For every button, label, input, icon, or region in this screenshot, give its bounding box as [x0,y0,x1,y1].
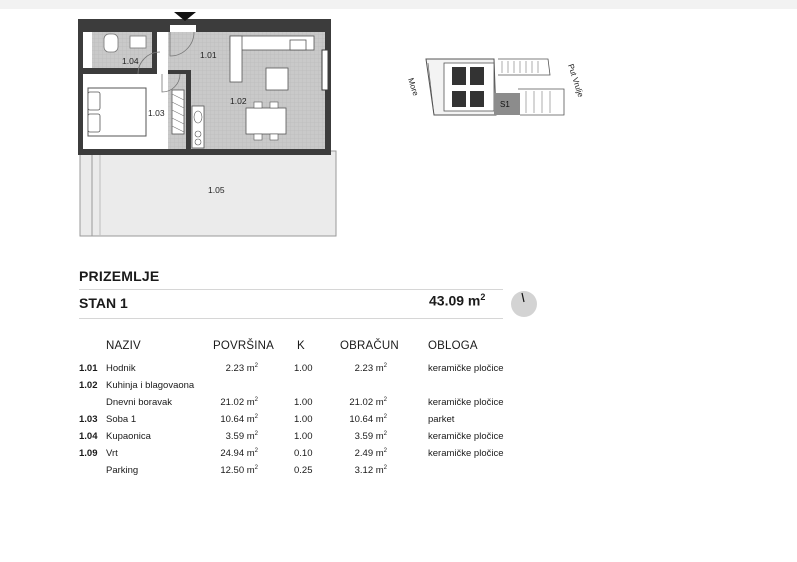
header-povrsina: POVRŠINA [213,340,275,352]
room-label-garden: 1.05 [208,185,225,195]
row-calc-value: 2.23 m [354,363,384,375]
row-area-unit-sup: 2 [254,431,258,437]
direction-road-label: Put Vrulje [566,62,586,99]
divider [79,318,503,319]
row-area-unit-sup: 2 [254,465,258,471]
row-calc-value: 3.59 m [354,431,384,443]
row-name [106,431,151,442]
site-key-map [398,45,588,125]
row-calc-unit-sup: 2 [383,414,387,420]
row-k [294,397,313,408]
row-finish-value: keramičke pločice [428,397,504,408]
direction-sea-label: More [406,76,421,97]
row-code-value: 1.03 [79,414,98,425]
header-k: K [297,340,305,352]
row-area-value: 2.23 m [225,363,255,375]
row-area-unit-sup: 2 [254,414,258,420]
header-obracun: OBRAČUN [340,340,399,352]
row-name-value: Parking [106,465,139,476]
row-name-value: Vrt [106,448,118,459]
row-finish-value: keramičke pločice [428,363,504,374]
row-code [79,414,98,425]
row-k-value: 0.25 [294,465,313,476]
row-area [226,363,258,374]
row-code [79,431,98,442]
unit-area [429,292,485,309]
room-label-living: 1.02 [230,96,247,106]
row-name-value: Hodnik [106,363,136,374]
row-k-value: 0.10 [294,448,313,459]
row-name [106,465,138,476]
row-calc-value: 10.64 m [349,414,384,426]
row-finish-value: keramičke pločice [428,448,504,459]
row-name [106,380,194,391]
row-area-unit-sup: 2 [254,363,258,369]
row-area [226,431,258,442]
row-area-value: 3.59 m [225,431,255,443]
row-finish-value: keramičke pločice [428,431,504,442]
row-calc-value: 2.49 m [354,448,384,460]
row-k-value: 1.00 [294,363,313,374]
divider [79,289,503,290]
row-calc-value: 3.12 m [354,465,384,477]
row-area-value: 24.94 m [220,448,255,460]
row-area [220,414,258,425]
row-calc [349,397,387,408]
row-area [220,397,258,408]
row-finish [428,431,504,442]
row-area-unit-sup: 2 [254,397,258,403]
row-code [79,363,98,374]
row-name [106,363,136,374]
row-code-value: 1.04 [79,431,98,442]
row-finish-value: parket [428,414,455,425]
dining-table [246,108,286,134]
row-calc [355,431,387,442]
row-area-value: 12.50 m [220,465,255,477]
unit-area-sup: 2 [480,292,486,302]
row-area-value: 10.64 m [220,414,255,426]
row-area-value: 21.02 m [220,397,255,409]
row-calc-unit-sup: 2 [383,465,387,471]
row-finish [428,448,504,459]
row-k [294,465,313,476]
row-area [220,465,258,476]
row-name-value: Kupaonica [106,431,151,442]
unit-name: STAN 1 [79,295,128,311]
floor-title: PRIZEMLJE [79,268,160,284]
row-finish [428,397,504,408]
row-code-value: 1.09 [79,448,98,459]
room-label-bedroom: 1.03 [148,108,165,118]
row-code [79,380,98,391]
row-k [294,363,313,374]
compass-icon [509,289,539,319]
row-calc [349,414,387,425]
row-name-value: Dnevni boravak [106,397,173,408]
row-k [294,431,313,442]
unit-tag: S1 [500,100,510,109]
row-k [294,414,313,425]
row-calc-unit-sup: 2 [383,397,387,403]
row-calc [355,448,387,459]
wall-segment [80,22,170,32]
row-name [106,448,118,459]
row-finish [428,414,454,425]
row-finish [428,363,504,374]
unit-area-value: 43.09 m [429,292,481,309]
room-label-hallway: 1.01 [200,50,217,60]
row-code [79,448,98,459]
row-code-value: 1.02 [79,380,98,391]
row-calc-unit-sup: 2 [383,363,387,369]
row-calc-unit-sup: 2 [383,448,387,454]
row-calc-value: 21.02 m [349,397,384,409]
row-area-unit-sup: 2 [254,448,258,454]
row-calc [355,465,387,476]
top-bar [0,0,797,9]
row-calc [355,363,387,374]
header-naziv: NAZIV [106,340,141,352]
row-name-value: Soba 1 [106,414,137,425]
row-k-value: 1.00 [294,414,313,425]
row-k [294,448,313,459]
room-label-bathroom: 1.04 [122,56,139,66]
row-k-value: 1.00 [294,397,313,408]
row-calc-unit-sup: 2 [383,431,387,437]
row-k-value: 1.00 [294,431,313,442]
header-obloga: OBLOGA [428,340,478,352]
row-area [220,448,258,459]
row-name-value: Kuhinja i blagovaona [106,380,195,391]
floor-plan [78,10,340,240]
row-name [106,397,172,408]
row-code-value: 1.01 [79,363,98,374]
row-name [106,414,136,425]
